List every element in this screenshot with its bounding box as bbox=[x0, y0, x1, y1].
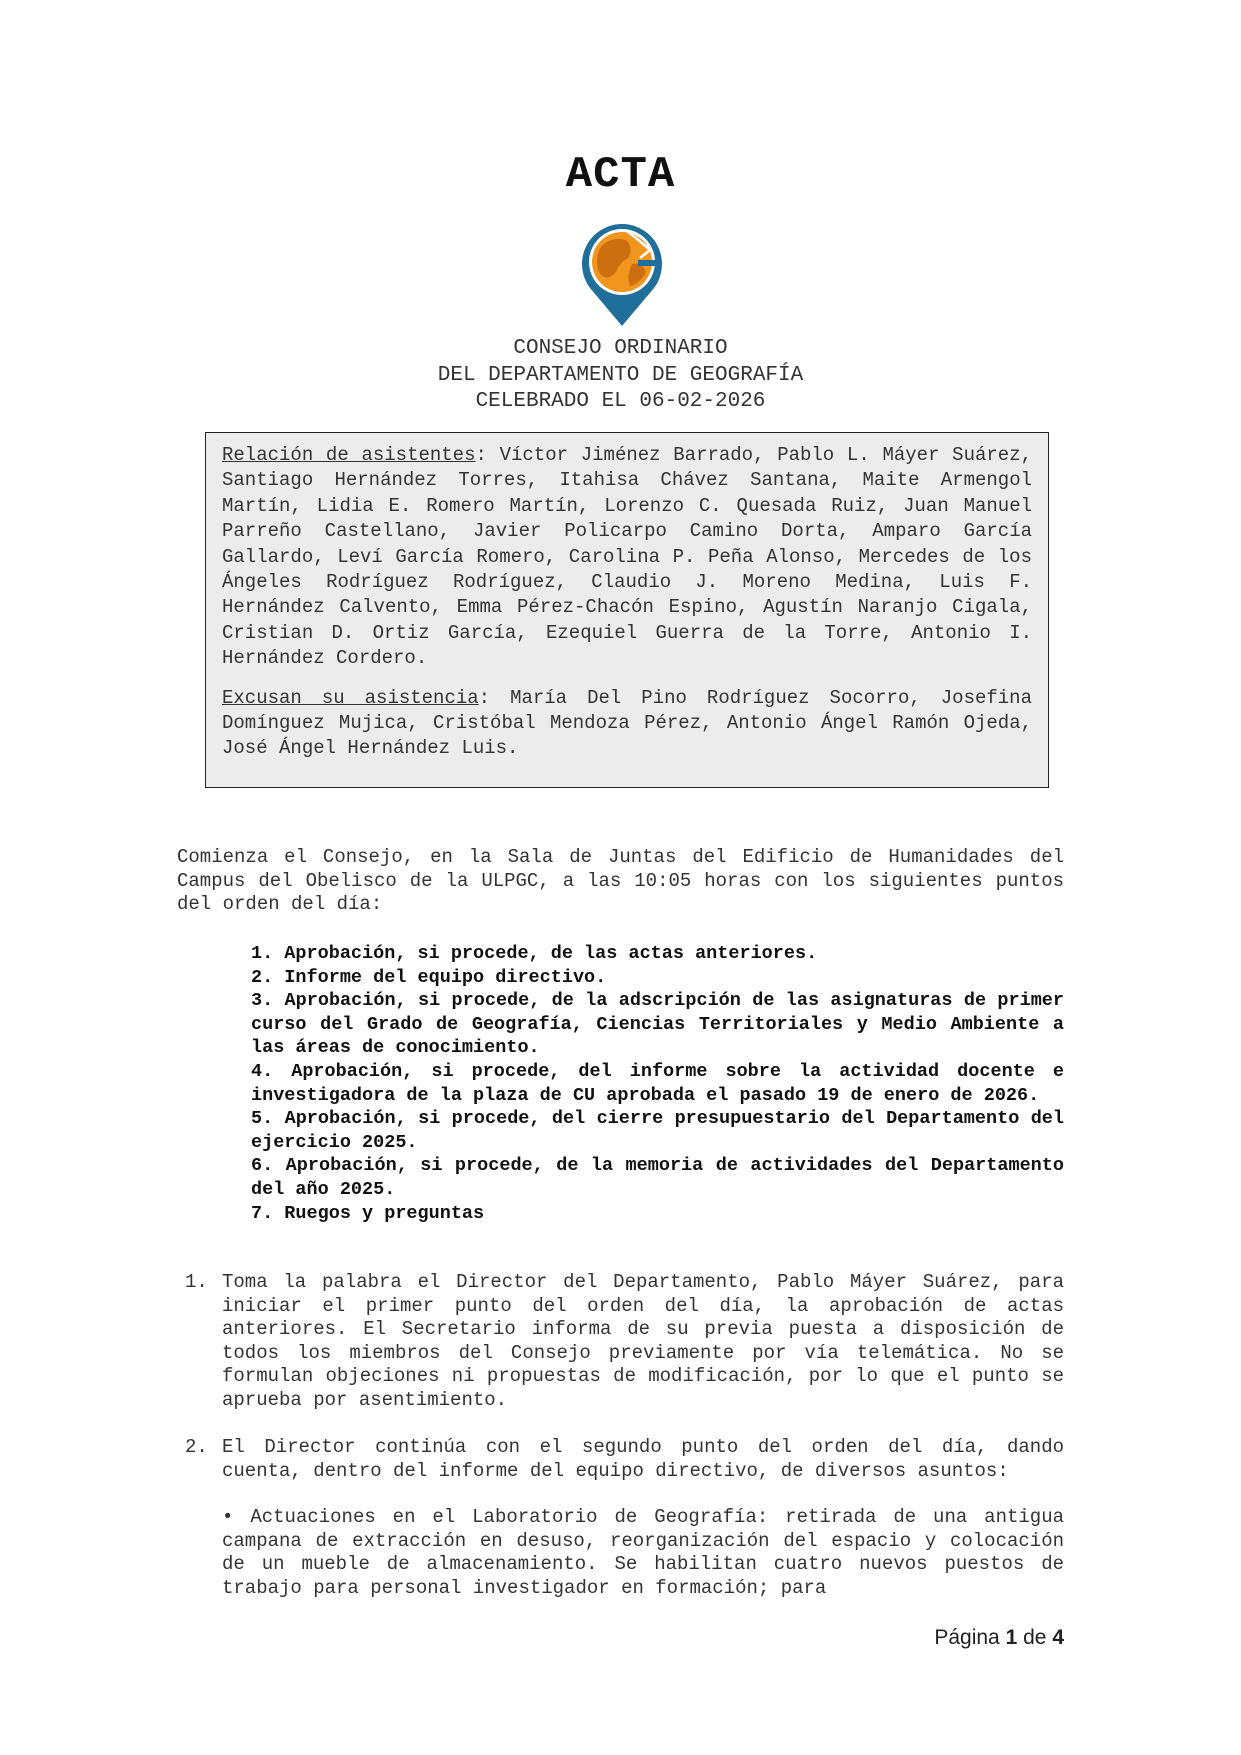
point-number: 2. bbox=[185, 1436, 208, 1458]
subtitle-line: CONSEJO ORDINARIO bbox=[513, 337, 728, 360]
point-number: 1. bbox=[185, 1271, 208, 1293]
total-pages: 4 bbox=[1052, 1626, 1064, 1649]
intro-paragraph: Comienza el Consejo, en la Sala de Juntas del Edificio de Humanidades del Campus del Obelisco de la ULPGC, a las 10:05 horas con los siguientes puntos del orden del día: bbox=[177, 846, 1064, 916]
minutes-point bbox=[177, 1271, 1064, 1413]
agenda-item: 4. Aprobación, si procede, del informe sobre la actividad docente e investigadora de la plaza de CU aprobada el pasado 19 de enero de 2026. bbox=[251, 1060, 1064, 1106]
subtitle-line: DEL DEPARTAMENTO DE GEOGRAFÍA bbox=[437, 363, 804, 387]
excused-names: : María Del Pino Rodríguez Socorro, Josefina Domínguez Mujica, Cristóbal Mendoza Pérez, Antonio Ángel Ramón Ojeda, José Ángel Hernández Luis. bbox=[222, 686, 1032, 760]
page-number: 1 bbox=[1005, 1626, 1018, 1649]
subtitle-line: CELEBRADO EL 06-02-2026 bbox=[475, 390, 766, 413]
agenda-list bbox=[251, 942, 1064, 1225]
excused-label: Excusan su asistencia bbox=[222, 686, 479, 709]
agenda-item: 3. Aprobación, si procede, de la adscripción de las asignaturas de primer curso del Grado de Geografía, Ciencias Territoriales y Medio Ambiente a las áreas de conocimiento. bbox=[251, 990, 1064, 1059]
attendees-names: : Víctor Jiménez Barrado, Pablo L. Máyer Suárez, Santiago Hernández Torres, Itahisa Chávez Santana, Maite Armengol Martín, Lidia E. Romero Martín, Lorenzo C. Quesada Ruiz, Juan Manuel Parreño Castellano, Javier Policarpo Camino Dorta, Amparo García Gallardo, Leví García Romero, Carolina P. Peña Alonso, Mercedes de los Ángeles Rodríguez Rodríguez, Claudio J. Moreno Medina, Luis F. Hernández Calvento, Emma Pérez-Chacón Espino, Agustín Naranjo Cigala, Cristian D. Ortiz García, Ezequiel Guerra de la Torre, Antonio I. Hernández Cordero. bbox=[222, 444, 1032, 670]
agenda-item: 5. Aprobación, si procede, del cierre presupuestario del Departamento del ejercicio 2025. bbox=[251, 1108, 1064, 1153]
agenda-item: 7. Ruegos y preguntas bbox=[251, 1202, 485, 1224]
document-subtitle bbox=[0, 336, 1241, 416]
of-word: de bbox=[1023, 1626, 1047, 1649]
attendees-paragraph bbox=[222, 443, 1032, 672]
point-text: El Director continúa con el segundo punto del orden del día, dando cuenta, dentro del informe del equipo directivo, de diversos asuntos: bbox=[222, 1436, 1064, 1482]
attendees-label: Relación de asistentes bbox=[222, 444, 476, 466]
minutes-point bbox=[177, 1436, 1064, 1483]
page-footer bbox=[934, 1626, 1064, 1650]
globe-map-pin-logo bbox=[576, 218, 668, 328]
agenda-item: 1. Aprobación, si procede, de las actas anteriores. bbox=[251, 943, 818, 964]
document-title: ACTA bbox=[565, 150, 676, 200]
page-word: Página bbox=[934, 1626, 1000, 1649]
bullet-item: • Actuaciones en el Laboratorio de Geografía: retirada de una antigua campana de extracción en desuso, reorganización del espacio y colocación de un mueble de almacenamiento. Se habilitan cuatro nuevos puestos de trabajo para personal investigador en formación; para bbox=[222, 1506, 1064, 1599]
agenda-item: 6. Aprobación, si procede, de la memoria de actividades del Departamento del año 2025. bbox=[251, 1155, 1064, 1200]
agenda-item: 2. Informe del equipo directivo. bbox=[251, 966, 607, 988]
point-text: Toma la palabra el Director del Departamento, Pablo Máyer Suárez, para iniciar el primer punto del orden del día, la aprobación de actas anteriores. El Secretario informa de su previa puesta a disposición de todos los miembros del Consejo previamente por vía telemática. No se formulan objeciones ni propuestas de modificación, por lo que el punto se aprueba por asentimiento. bbox=[222, 1271, 1064, 1411]
attendees-box bbox=[205, 432, 1049, 788]
excused-paragraph bbox=[222, 686, 1032, 762]
